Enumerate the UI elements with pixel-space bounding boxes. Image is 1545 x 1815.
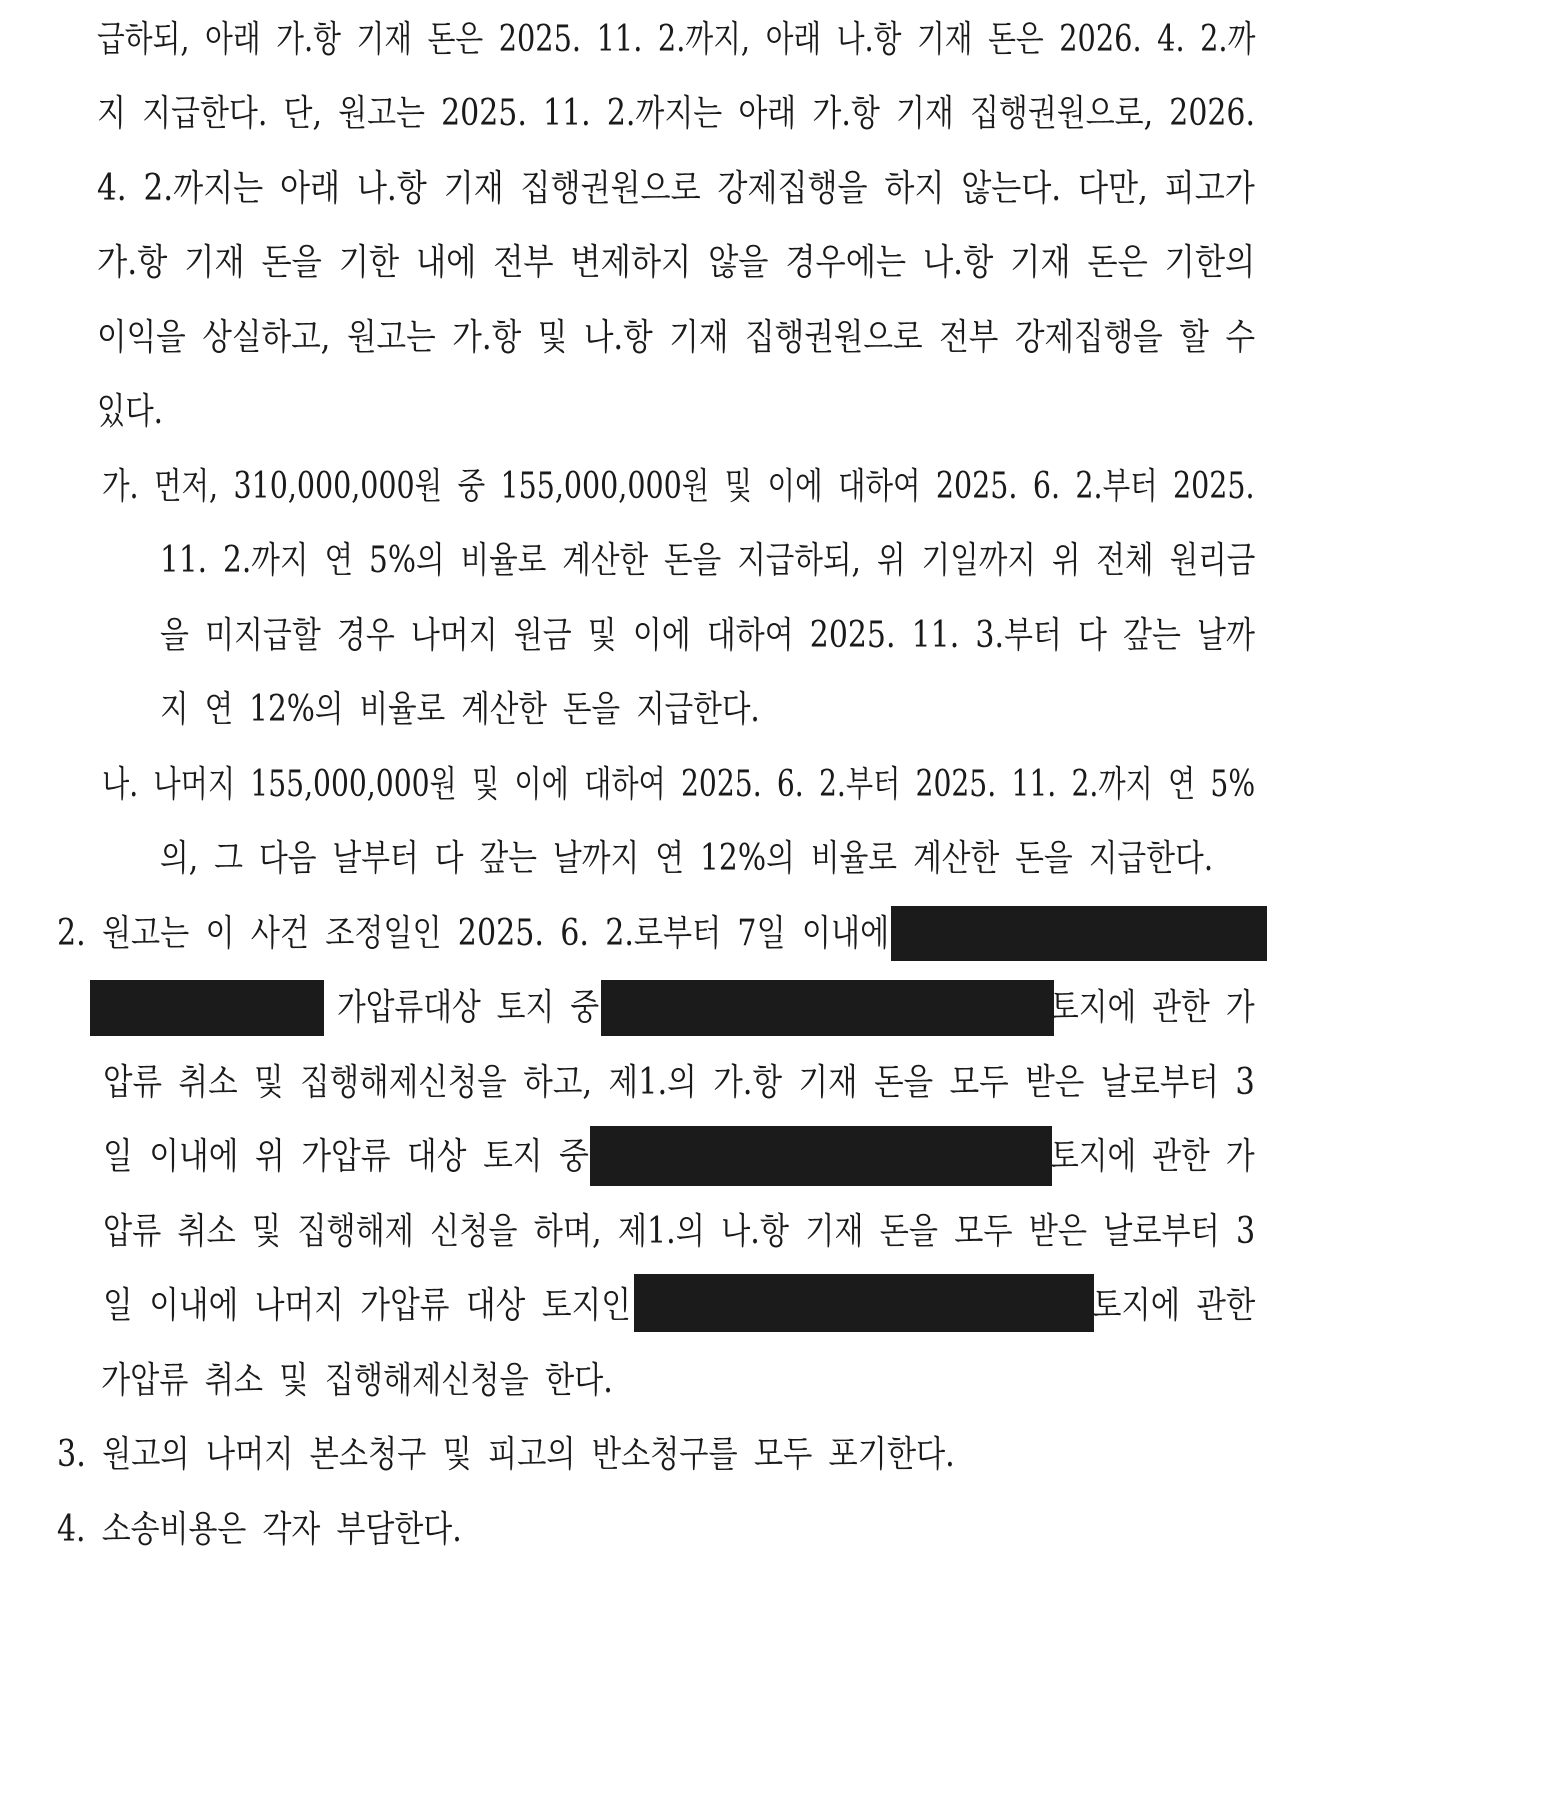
text-line: 급하되, 아래 가.항 기재 돈은 2025. 11. 2.까지, 아래 나.항 기재 돈은 2026. 4. 2.까 (97, 19, 1256, 60)
redaction-block (90, 980, 324, 1036)
item-2-line: 가압류 취소 및 집행해제신청을 한다. (101, 1360, 613, 1401)
text-line: 이익을 상실하고, 원고는 가.항 및 나.항 기재 집행권원으로 전부 강제집행을 할 수 (97, 317, 1256, 358)
subitem-ga-line: 11. 2.까지 연 5%의 비율로 계산한 돈을 지급하되, 위 기일까지 위 전체 원리금 (160, 540, 1256, 581)
item-4-line: 4. 소송비용은 각자 부담한다. (57, 1509, 462, 1550)
subitem-na-line: 의, 그 다음 날부터 다 갚는 날까지 연 12%의 비율로 계산한 돈을 지급한다. (160, 838, 1214, 879)
text-line: 가.항 기재 돈을 기한 내에 전부 변제하지 않을 경우에는 나.항 기재 돈은 기한의 (97, 242, 1256, 283)
subitem-ga-line: 가. 먼저, 310,000,000원 중 155,000,000원 및 이에 대하여 2025. 6. 2.부터 2025. (102, 466, 1255, 507)
item-3-line: 3. 원고의 나머지 본소청구 및 피고의 반소청구를 모두 포기한다. (57, 1434, 955, 1475)
item-2-line: 토지에 관한 가 (1050, 987, 1255, 1028)
item-2-line: 일 이내에 나머지 가압류 대상 토지인 (103, 1285, 631, 1326)
redaction-block (590, 1126, 1052, 1186)
text-line: 4. 2.까지는 아래 나.항 기재 집행권원으로 강제집행을 하지 않는다. 다만, 피고가 (97, 168, 1255, 209)
item-2-line: 가압류대상 토지 중 (337, 987, 600, 1028)
item-2-line: 토지에 관한 가 (1050, 1136, 1255, 1177)
subitem-ga-line: 지 연 12%의 비율로 계산한 돈을 지급한다. (160, 689, 760, 730)
item-2-line: 압류 취소 및 집행해제 신청을 하며, 제1.의 나.항 기재 돈을 모두 받은 날로부터 3 (103, 1211, 1256, 1252)
item-2-line: 일 이내에 위 가압류 대상 토지 중 (103, 1136, 589, 1177)
redaction-block (601, 980, 1054, 1036)
text-line: 지 지급한다. 단, 원고는 2025. 11. 2.까지는 아래 가.항 기재 집행권원으로, 2026. (97, 93, 1255, 134)
item-2-line: 2. 원고는 이 사건 조정일인 2025. 6. 2.로부터 7일 이내에 (57, 913, 890, 954)
item-2-line: 압류 취소 및 집행해제신청을 하고, 제1.의 가.항 기재 돈을 모두 받은 날로부터 3 (103, 1062, 1255, 1103)
redaction-block (891, 906, 1267, 961)
subitem-na-line: 나. 나머지 155,000,000원 및 이에 대하여 2025. 6. 2.부터 2025. 11. 2.까지 연 5% (102, 764, 1256, 805)
item-2-line: 토지에 관한 (1092, 1285, 1256, 1326)
subitem-ga-line: 을 미지급할 경우 나머지 원금 및 이에 대하여 2025. 11. 3.부터 다 갚는 날까 (160, 615, 1255, 656)
redaction-block (634, 1274, 1094, 1332)
text-line: 있다. (97, 391, 163, 432)
